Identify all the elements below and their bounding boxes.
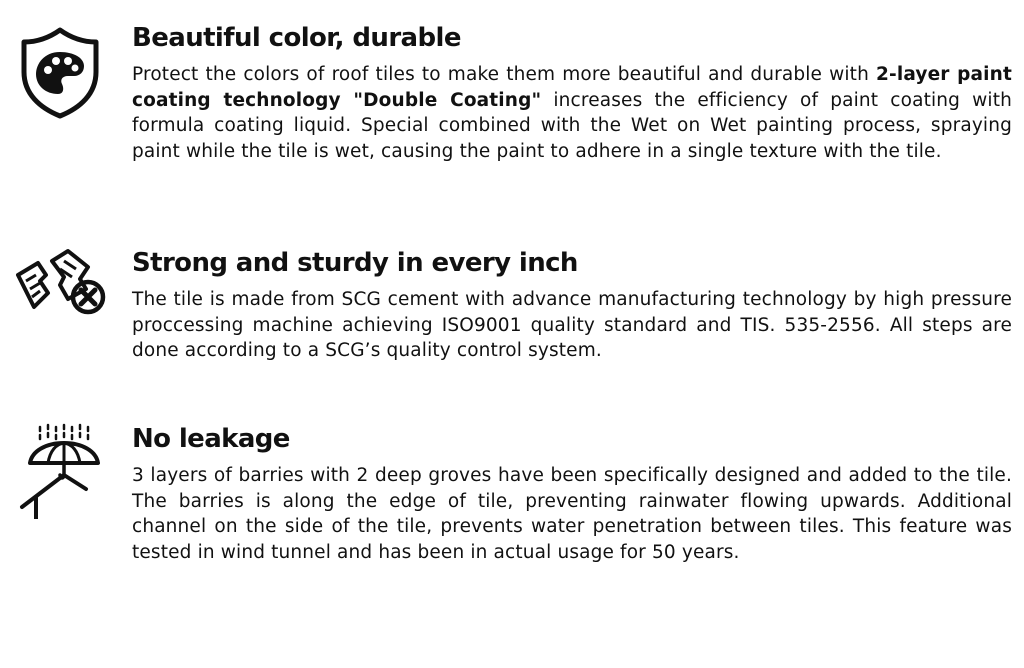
- shield-palette-icon: [12, 24, 108, 120]
- feature-title: Beautiful color, durable: [132, 23, 461, 53]
- feature-title: Strong and sturdy in every inch: [132, 248, 578, 278]
- description-text: increases the efficiency of paint coating with formula coating liquid. Special combined with the Wet on Wet painting process, spraying paint while the tile is wet, causing the paint to adhere in a single texture with the tile.: [132, 89, 1012, 163]
- feature-title: No leakage: [132, 424, 290, 454]
- feature-description: [132, 62, 1012, 165]
- description-text: Protect the colors of roof tiles to make them more beautiful and durable with: [132, 64, 876, 85]
- description-emphasis: 2-layer paint coating technology "Double Coating": [132, 64, 1012, 111]
- feature-description: The tile is made from SCG cement with advance manufacturing technology by high pressure proccessing machine achieving ISO9001 quality standard and TIS. 535-2556. All steps are done according to a SCG’s quality control system.: [132, 289, 1012, 362]
- umbrella-rain-roof-icon: [16, 423, 112, 519]
- broken-tile-icon: [12, 245, 108, 341]
- feature-description: 3 layers of barries with 2 deep groves have been specifically designed and added to the tile. The barries is along the edge of tile, preventing rainwater flowing upwards. Additional channel on the side of the tile, prevents water penetration between tiles. This feature was tested in wind tunnel and has been in actual usage for 50 years.: [132, 465, 1012, 564]
